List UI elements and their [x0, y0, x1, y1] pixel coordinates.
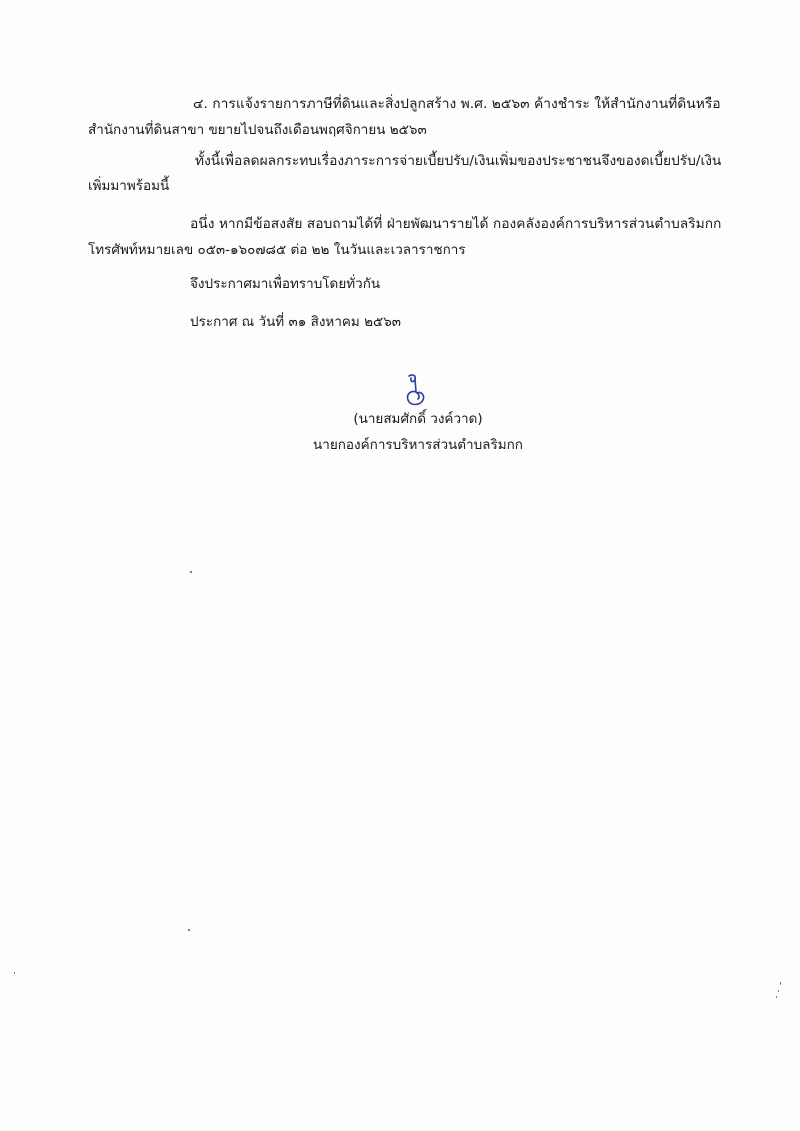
announcement-line: จึงประกาศมาเพื่อทราบโดยทั่วกัน	[190, 276, 381, 292]
scan-speck	[780, 982, 781, 985]
para3-line1: อนึ่ง หากมีข้อสงสัย สอบถามได้ที่ ฝ่ายพัฒนารายได้ กองคลังองค์การบริหารส่วนตำบลริมกก	[190, 216, 722, 232]
para1-line1: ๔. การแจ้งรายการภาษีที่ดินและสิ่งปลูกสร้าง พ.ศ. ๒๕๖๓ ค้างชำระ ให้สำนักงานที่ดินหรือ	[193, 96, 721, 112]
para2-line2: เพิ่มมาพร้อมนี้	[88, 178, 170, 194]
signature-mark	[396, 372, 436, 412]
para1-line2: สำนักงานที่ดินสาขา ขยายไปจนถึงเดือนพฤศจิกายน ๒๕๖๓	[88, 122, 427, 138]
scan-speck	[778, 990, 779, 992]
para2-line1: ทั้งนี้เพื่อลดผลกระทบเรื่องภาระการจ่ายเบี้ยปรับ/เงินเพิ่มของประชาชนจึงของดเบี้ยปรับ/เงิน	[195, 153, 722, 169]
scan-speck	[14, 972, 15, 974]
scan-speck	[776, 996, 777, 998]
para3-line2: โทรศัพท์หมายเลข ๐๕๓-๑๖๐๗๘๕ ต่อ ๒๒ ในวันและเวลาราชการ	[88, 242, 466, 258]
date-line: ประกาศ ณ วันที่ ๓๑ สิงหาคม ๒๕๖๓	[190, 314, 402, 330]
scan-speck	[190, 571, 192, 573]
scan-speck	[188, 929, 190, 931]
signer-position: นายกองค์การบริหารส่วนตำบลริมกก	[313, 437, 523, 453]
signer-name: (นายสมศักดิ์ วงค์วาด)	[353, 411, 483, 427]
